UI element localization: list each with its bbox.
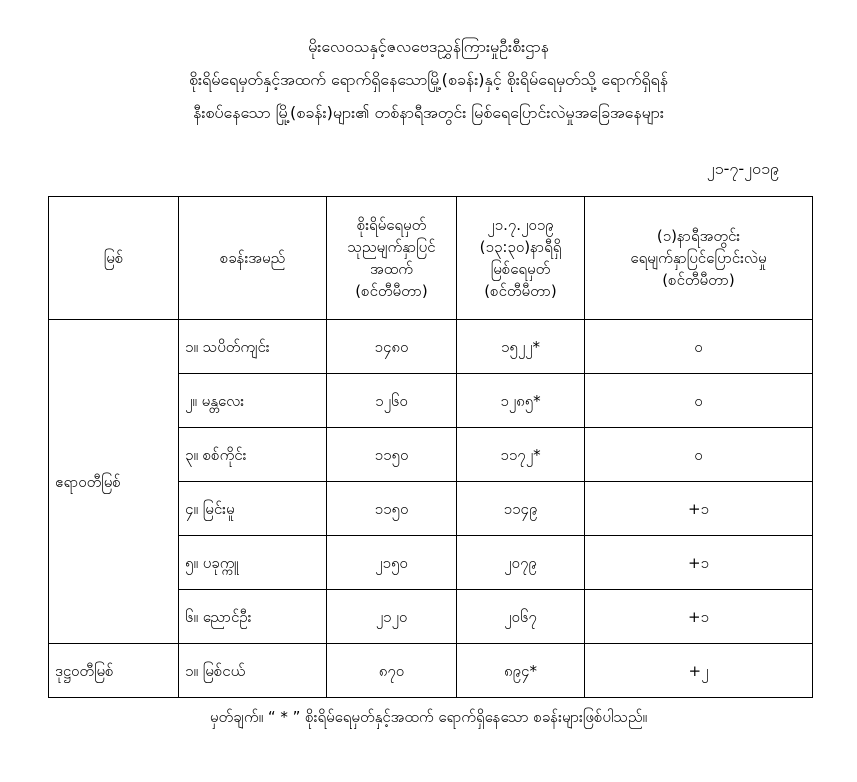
danger-level: ၁၂၆၀ bbox=[327, 374, 457, 428]
river-name: ဧရာဝတီမြစ် bbox=[49, 320, 179, 644]
table-row bbox=[49, 644, 813, 698]
hourly-change: +၁ bbox=[585, 590, 813, 644]
hourly-change: ၀ bbox=[585, 428, 813, 482]
report-title-line-1: စိုးရိမ်ရေမှတ်နှင့်အထက် ရောက်ရှိနေသောမြို့(စခန်း)နှင့် စိုးရိမ်ရေမှတ်သို့ ရောက်ရှိရန် bbox=[188, 70, 669, 89]
danger-level: ၂၁၂၀ bbox=[327, 590, 457, 644]
station-name: ၆။ ညောင်ဦး bbox=[179, 590, 327, 644]
footnote: မှတ်ချက်။ “ * ” စိုးရိမ်ရေမှတ်နှင့်အထက် ရောက်ရှိနေသော စခန်းများဖြစ်ပါသည်။ bbox=[209, 708, 648, 726]
current-level: ၁၁၄၉ bbox=[457, 482, 585, 536]
station-name: ၄။ မြင်းမူ bbox=[179, 482, 327, 536]
current-level: ၁၁၇၂* bbox=[457, 428, 585, 482]
station-name: ၅။ ပခုက္ကူ bbox=[179, 536, 327, 590]
report-title-line-2: နီးစပ်နေသော မြို့(စခန်း)များ၏ တစ်နာရီအတွင်း မြစ်ရေပြောင်းလဲမှုအခြေအနေများ bbox=[193, 103, 664, 122]
river-name: ဒုဋ္ဌဝတီမြစ် bbox=[49, 644, 179, 698]
hourly-change: +၂ bbox=[585, 644, 813, 698]
hourly-change: +၁ bbox=[585, 536, 813, 590]
header-current-level: ၂၁.၇.၂၀၁၉ (၁၃:၃၀)နာရီရှိ မြစ်ရေမှတ် (စင်တီမီတာ) bbox=[457, 197, 585, 320]
header-river: မြစ် bbox=[49, 197, 179, 320]
danger-level: ၂၁၅၀ bbox=[327, 536, 457, 590]
table-header-row bbox=[49, 197, 813, 320]
danger-level: ၁၁၅၀ bbox=[327, 482, 457, 536]
danger-level: ၈၇၀ bbox=[327, 644, 457, 698]
river-level-table bbox=[48, 196, 813, 698]
report-header bbox=[0, 30, 857, 129]
hourly-change: ၀ bbox=[585, 320, 813, 374]
station-name: ၁။ မြစ်ငယ် bbox=[179, 644, 327, 698]
department-title: မိုးလေဝသနှင့်ဇလဗေဒညွှန်ကြားမှုဦးစီးဌာန bbox=[308, 37, 549, 56]
hourly-change: ၀ bbox=[585, 374, 813, 428]
danger-level: ၁၄၈၀ bbox=[327, 320, 457, 374]
current-level: ၂၀၇၉ bbox=[457, 536, 585, 590]
station-name: ၁။ သပိတ်ကျင်း bbox=[179, 320, 327, 374]
header-danger-level: စိုးရိမ်ရေမှတ် သုညမျက်နှာပြင် အထက် (စင်တီမီတာ) bbox=[327, 197, 457, 320]
current-level: ၁၅၂၂* bbox=[457, 320, 585, 374]
current-level: ၂၀၆၇ bbox=[457, 590, 585, 644]
danger-level: ၁၁၅၀ bbox=[327, 428, 457, 482]
table-row bbox=[49, 320, 813, 374]
report-date: ၂၁-၇-၂၀၁၉ bbox=[706, 159, 779, 178]
station-name: ၂။ မန္တလေး bbox=[179, 374, 327, 428]
current-level: ၁၂၈၅* bbox=[457, 374, 585, 428]
header-station: စခန်းအမည် bbox=[179, 197, 327, 320]
hourly-change: +၁ bbox=[585, 482, 813, 536]
header-hourly-change: (၁)နာရီအတွင်း ရေမျက်နှာပြင်ပြောင်းလဲမှု (စင်တီမီတာ) bbox=[585, 197, 813, 320]
station-name: ၃။ စစ်ကိုင်း bbox=[179, 428, 327, 482]
current-level: ၈၉၄* bbox=[457, 644, 585, 698]
